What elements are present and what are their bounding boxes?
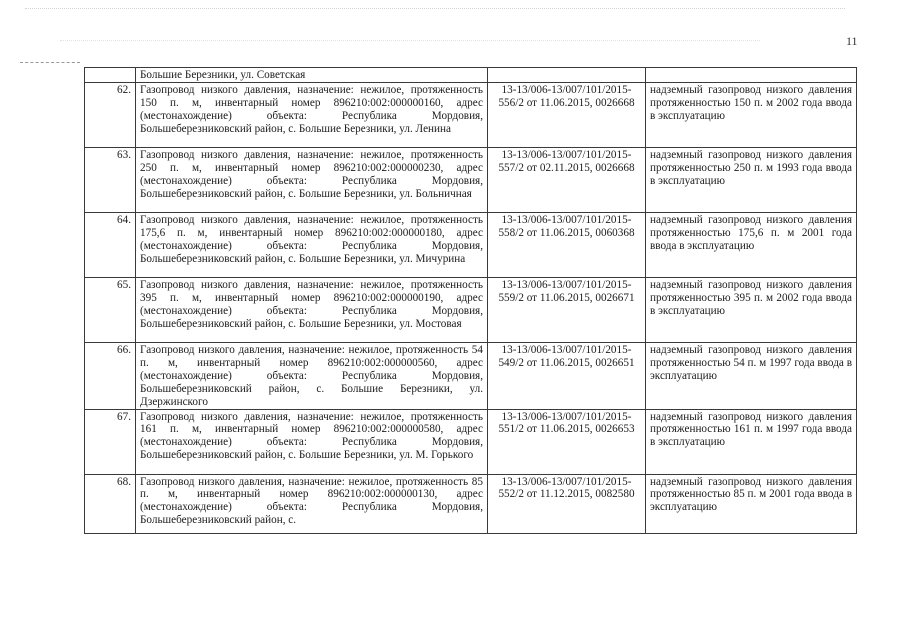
cell-category: надземный газопровод низкого давления протяженностью 395 п. м 2002 года ввода в эксплуатацию: [646, 278, 857, 343]
cell-num: 64.: [85, 213, 136, 278]
table-row: [85, 474, 857, 533]
table-row: [85, 343, 857, 410]
scan-artifact-line: [60, 40, 760, 43]
cell-registration: 13-13/006-13/007/101/2015-549/2 от 11.06.2015, 0026651: [488, 343, 646, 410]
cell-object: Газопровод низкого давления, назначение: нежилое, протяженность 250 п. м, инвентарный номер 896210:002:000000230, адрес (местонахождение) объекта: Республика Мордовия, Большеберезниковский район, с. Большие Березники, ул. Больничная: [136, 148, 488, 213]
cell-object: Большие Березники, ул. Советская: [136, 68, 488, 83]
cell-registration: 13-13/006-13/007/101/2015-552/2 от 11.12.2015, 0082580: [488, 474, 646, 533]
cell-num: 62.: [85, 83, 136, 148]
cell-object: Газопровод низкого давления, назначение: нежилое, протяженность 150 п. м, инвентарный номер 896210:002:000000160, адрес (местонахождение) объекта: Республика Мордовия, Большеберезниковский район, с. Большие Березники, ул. Ленина: [136, 83, 488, 148]
cell-num: [85, 68, 136, 83]
cell-object: Газопровод низкого давления, назначение: нежилое, протяженность 85 п. м, инвентарный номер 896210:002:000000130, адрес (местонахождение) объекта: Республика Мордовия, Большеберезниковский район, с.: [136, 474, 488, 533]
table-row: [85, 278, 857, 343]
table-row-continuation: [85, 68, 857, 83]
cell-num: 67.: [85, 409, 136, 474]
cell-category: надземный газопровод низкого давления протяженностью 175,6 п. м 2001 года ввода в эксплуатацию: [646, 213, 857, 278]
cell-registration: [488, 68, 646, 83]
page-number: 11: [846, 34, 858, 48]
cell-category: надземный газопровод низкого давления протяженностью 85 п. м 2001 года ввода в эксплуатацию: [646, 474, 857, 533]
cell-category: [646, 68, 857, 83]
table-row: [85, 83, 857, 148]
table-row: [85, 409, 857, 474]
cell-num: 66.: [85, 343, 136, 410]
cell-object: Газопровод низкого давления, назначение: нежилое, протяженность 54 п. м, инвентарный номер 896210:002:000000560, адрес (местонахождение) объекта: Республика Мордовия, Большеберезниковский район, с. Большие Березники, ул. Дзержинского: [136, 343, 488, 410]
cell-object: Газопровод низкого давления, назначение: нежилое, протяженность 161 п. м, инвентарный номер 896210:002:000000580, адрес (местонахождение) объекта: Республика Мордовия, Большеберезниковский район, с. Большие Березники, ул. М. Горького: [136, 409, 488, 474]
cell-category: надземный газопровод низкого давления протяженностью 250 п. м 1993 года ввода в эксплуатацию: [646, 148, 857, 213]
cell-num: 68.: [85, 474, 136, 533]
cell-object: Газопровод низкого давления, назначение: нежилое, протяженность 175,6 п. м, инвентарный номер 896210:002:000000180, адрес (местонахождение) объекта: Республика Мордовия, Большеберезниковский район, с. Большие Березники, ул. Мичурина: [136, 213, 488, 278]
cell-registration: 13-13/006-13/007/101/2015-556/2 от 11.06.2015, 0026668: [488, 83, 646, 148]
cell-registration: 13-13/006-13/007/101/2015-557/2 от 02.11.2015, 0026668: [488, 148, 646, 213]
cell-category: надземный газопровод низкого давления протяженностью 161 п. м 1997 года ввода в эксплуатацию: [646, 409, 857, 474]
cell-num: 63.: [85, 148, 136, 213]
table-row: [85, 148, 857, 213]
cell-registration: 13-13/006-13/007/101/2015-559/2 от 11.06.2015, 0026671: [488, 278, 646, 343]
cell-object: Газопровод низкого давления, назначение: нежилое, протяженность 395 п. м, инвентарный номер 896210:002:000000190, адрес (местонахождение) объекта: Республика Мордовия, Большеберезниковский район, с. Большие Березники, ул. Мостовая: [136, 278, 488, 343]
cell-num: 65.: [85, 278, 136, 343]
scan-artifact-margin: [20, 62, 80, 63]
table-row: [85, 213, 857, 278]
cell-registration: 13-13/006-13/007/101/2015-558/2 от 11.06.2015, 0060368: [488, 213, 646, 278]
cell-category: надземный газопровод низкого давления протяженностью 150 п. м 2002 года ввода в эксплуатацию: [646, 83, 857, 148]
property-register-table: [84, 67, 857, 534]
scan-artifact-top: [25, 8, 845, 23]
cell-category: надземный газопровод низкого давления протяженностью 54 п. м 1997 года ввода в эксплуатацию: [646, 343, 857, 410]
cell-registration: 13-13/006-13/007/101/2015-551/2 от 11.06.2015, 0026653: [488, 409, 646, 474]
